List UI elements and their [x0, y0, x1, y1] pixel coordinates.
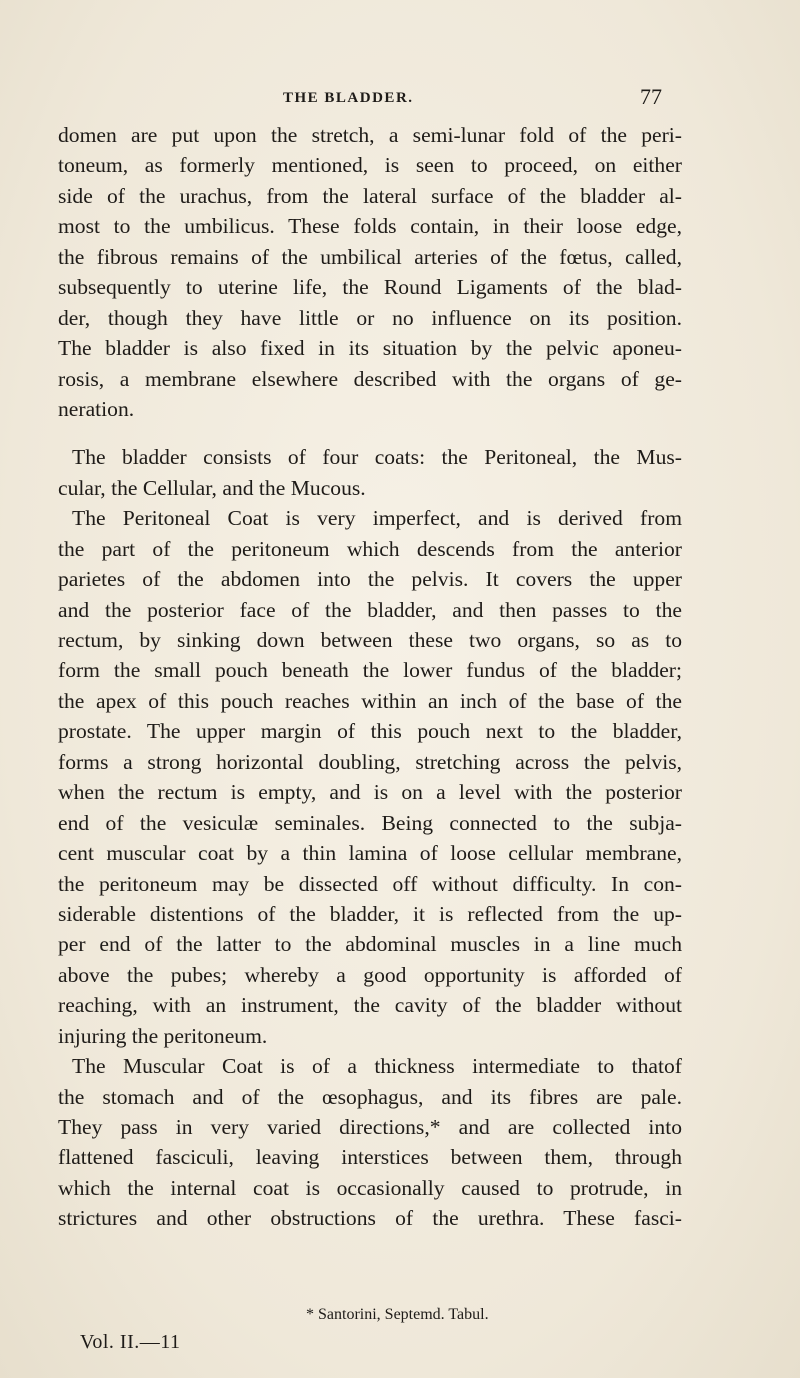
text-line: siderable distentions of the bladder, it is reflected from the up- [58, 901, 682, 926]
text-line: neration. [58, 396, 135, 421]
page-number: 77 [640, 84, 662, 109]
text-line: the fibrous remains of the umbilical arteries of the fœtus, called, [58, 244, 682, 269]
text-line: The bladder is also fixed in its situation by the pelvic aponeu- [58, 336, 682, 361]
text-line: the apex of this pouch reaches within an inch of the base of the [58, 688, 682, 713]
running-head [0, 84, 800, 112]
text-line: side of the urachus, from the lateral surface of the bladder al- [58, 183, 682, 208]
text-line: reaching, with an instrument, the cavity of the bladder without [58, 993, 682, 1018]
text-line: the stomach and of the œsophagus, and its fibres are pale. [58, 1084, 682, 1109]
text-line: subsequently to uterine life, the Round Ligaments of the blad- [58, 275, 682, 300]
paragraph-gap [58, 424, 682, 442]
text-line: rectum, by sinking down between these two organs, so as to [58, 628, 682, 652]
text-line: forms a strong horizontal doubling, stretching across the pelvis, [58, 749, 682, 774]
text-line: The Muscular Coat is of a thickness intermediate to thatof [72, 1054, 682, 1079]
text-line: which the internal coat is occasionally caused to protrude, in [58, 1175, 682, 1200]
text-line: They pass in very varied directions,* and are collected into [58, 1115, 682, 1139]
text-line: strictures and other obstructions of the urethra. These fasci- [58, 1206, 682, 1231]
text-line: rosis, a membrane elsewhere described with the organs of ge- [58, 366, 682, 391]
text-line: parietes of the abdomen into the pelvis. It covers the upper [58, 567, 682, 592]
text-line: prostate. The upper margin of this pouch next to the bladder, [58, 719, 682, 744]
footnote: * Santorini, Septemd. Tabul. [306, 1306, 489, 1323]
text-line: when the rectum is empty, and is on a level with the posterior [58, 780, 682, 805]
body-text [58, 120, 682, 1234]
text-line: cent muscular coat by a thin lamina of loose cellular membrane, [58, 841, 682, 866]
text-line: most to the umbilicus. These folds contain, in their loose edge, [58, 214, 682, 239]
text-line: der, though they have little or no influence on its position. [58, 305, 682, 330]
text-line: cular, the Cellular, and the Mucous. [58, 475, 366, 500]
text-line: domen are put upon the stretch, a semi-lunar fold of the peri- [58, 123, 682, 147]
text-line: flattened fasciculi, leaving interstices between them, through [58, 1145, 682, 1170]
text-line: injuring the peritoneum. [58, 1023, 268, 1048]
text-line: end of the vesiculæ seminales. Being connected to the subja- [58, 810, 682, 835]
text-line: The bladder consists of four coats: the Peritoneal, the Mus- [72, 445, 682, 470]
text-line: toneum, as formerly mentioned, is seen to proceed, on either [58, 153, 682, 178]
text-line: The Peritoneal Coat is very imperfect, and is derived from [72, 506, 682, 531]
text-line: above the pubes; whereby a good opportunity is afforded of [58, 962, 682, 987]
text-line: and the posterior face of the bladder, and then passes to the [58, 597, 682, 622]
text-line: the peritoneum may be dissected off without difficulty. In con- [58, 871, 682, 896]
text-line: per end of the latter to the abdominal muscles in a line much [58, 932, 682, 957]
signature-mark: Vol. II.—11 [80, 1331, 181, 1353]
text-line: form the small pouch beneath the lower fundus of the bladder; [58, 658, 682, 683]
running-title: THE BLADDER. [283, 90, 414, 106]
text-line: the part of the peritoneum which descends from the anterior [58, 536, 682, 561]
